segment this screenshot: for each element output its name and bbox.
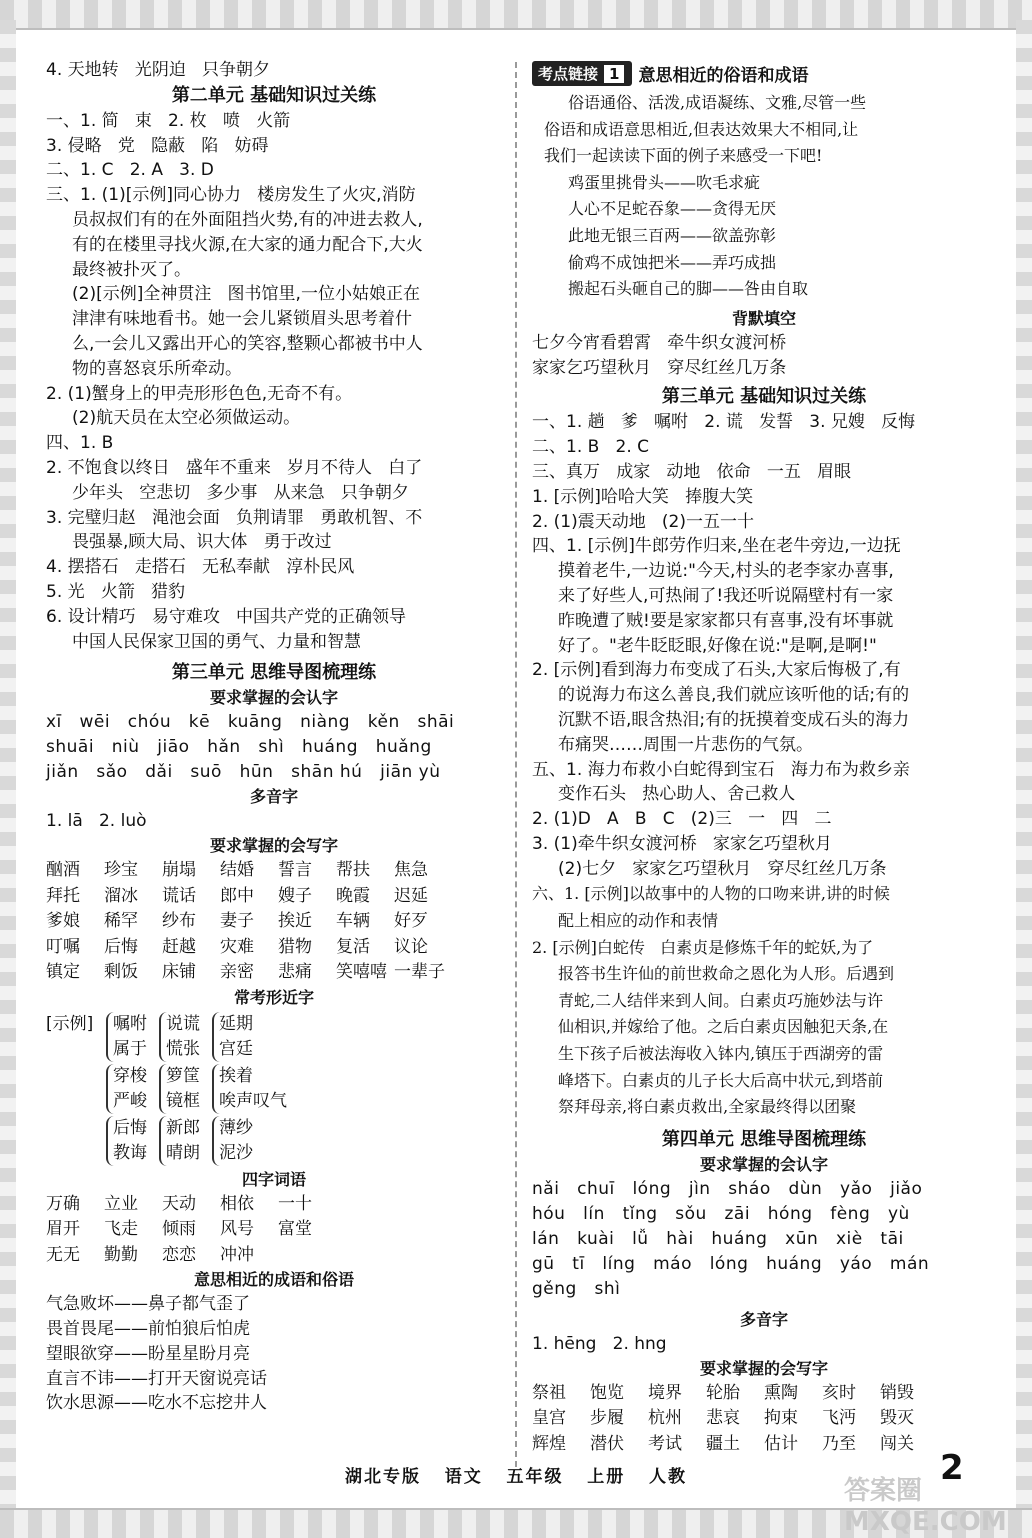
word-row	[532, 1432, 996, 1458]
word-row	[532, 1406, 996, 1432]
example-line: 搬起石头砸自己的脚——咎由自取	[568, 279, 809, 299]
word: 嫂子	[278, 885, 312, 906]
example-line: 人心不足蛇吞象——贪得无厌	[568, 199, 777, 219]
word: 焦急	[394, 860, 428, 881]
column-divider	[515, 62, 517, 1467]
word: 剩饭	[104, 962, 138, 983]
word-row	[46, 1243, 502, 1269]
example-line: 鸡蛋里挑骨头——吹毛求疵	[568, 172, 761, 192]
right-column	[532, 58, 996, 1457]
answer-line: 六、1. [示例]以故事中的人物的口吻来讲,讲的时候	[532, 884, 890, 904]
word-row	[46, 935, 502, 961]
answer-line: 沉默不语,眼含热泪;有的抚摸着变成石头的海力	[558, 709, 910, 730]
word: 酗酒	[46, 860, 80, 881]
word: 嘱咐	[113, 1013, 147, 1034]
brace-pair	[159, 1064, 200, 1114]
word: 挨着	[219, 1065, 253, 1086]
answer-line: 好了。"老牛眨眨眼,好像在说:"是啊,是啊!"	[558, 635, 877, 656]
answer-line: 二、1. B 2. C	[532, 437, 649, 458]
answer-line: 一、1. 简 束 2. 枚 喷 火箭	[46, 110, 291, 131]
brace-pair	[159, 1012, 200, 1062]
word-row	[46, 1192, 502, 1218]
answer-line: 峰塔下。白素贞的儿子长大后高中状元,到塔前	[558, 1070, 884, 1090]
word: 眉开	[46, 1219, 80, 1240]
word: 爹娘	[46, 911, 80, 932]
brace-pair	[106, 1012, 147, 1062]
proverb-line: 气急败坏——鼻子都气歪了	[46, 1294, 250, 1315]
subheading-proverbs: 意思相近的成语和俗语	[193, 1270, 354, 1290]
word: 立业	[104, 1193, 138, 1214]
word: 车辆	[336, 911, 370, 932]
word: 无无	[46, 1244, 80, 1265]
word: 勤勤	[104, 1244, 138, 1265]
word-row	[46, 884, 502, 910]
brace-pair	[212, 1116, 253, 1166]
answer-line: 5. 光 火箭 猎豹	[46, 581, 186, 602]
word: 宫廷	[219, 1038, 253, 1059]
page-number: 2	[940, 1448, 964, 1488]
word: 皇宫	[532, 1408, 566, 1429]
subheading-write-chars: 要求掌握的会写字	[699, 1358, 828, 1378]
word: 珍宝	[104, 860, 138, 881]
word: 饱览	[590, 1382, 624, 1403]
exam-link-header	[532, 58, 996, 88]
word: 议论	[394, 936, 428, 957]
word: 熏陶	[764, 1382, 798, 1403]
answer-line: 2. (1)震天动地 (2)一五一十	[532, 511, 754, 532]
word: 恋恋	[162, 1244, 196, 1265]
word: 帮扶	[336, 860, 370, 881]
word-row	[532, 1381, 996, 1407]
word: 妻子	[220, 911, 254, 932]
body-line: 俗语和成语意思相近,但表达效果大不相同,让	[544, 119, 859, 139]
word: 销毁	[880, 1382, 914, 1403]
answer-line: 员叔叔们有的在外面阻挡火势,有的冲进去救人,	[72, 209, 423, 230]
answer-line: 少年头 空悲切 多少事 从来急 只争朝夕	[72, 482, 409, 503]
brace-pair	[212, 1012, 253, 1062]
answer-line: (2)七夕 家家乞巧望秋月 穿尽红丝几万条	[558, 858, 887, 879]
left-wavy-border	[0, 20, 16, 1510]
answer-line: 最终被扑灭了。	[72, 259, 191, 280]
word: 飞走	[104, 1219, 138, 1240]
word: 溜冰	[104, 885, 138, 906]
answer-line: 来了好些人,可热闹了!我还听说隔壁村有一家	[558, 585, 894, 606]
word: 猎物	[278, 936, 312, 957]
subheading-recite: 背默填空	[731, 308, 796, 328]
word: 后悔	[104, 936, 138, 957]
word: 悲哀	[706, 1408, 740, 1429]
word: 冲冲	[220, 1244, 254, 1265]
word: 灾难	[220, 936, 254, 957]
word: 祭祖	[532, 1382, 566, 1403]
word: 疆土	[706, 1433, 740, 1454]
word: 镇定	[46, 962, 80, 983]
word: 潜伏	[590, 1433, 624, 1454]
answer-line: 摸着老牛,一边说:"今天,村头的老李家办喜事,	[558, 561, 894, 582]
answer-line: 2. (1)蟹身上的甲壳形形色色,无奇不有。	[46, 383, 353, 404]
word-row	[46, 909, 502, 935]
answer-line: (2)航天员在太空必须做运动。	[72, 408, 301, 429]
word: 亥时	[822, 1382, 856, 1403]
section-title-unit2-basic: 第二单元 基础知识过关练	[171, 84, 377, 106]
word: 风号	[220, 1219, 254, 1240]
word: 结婚	[220, 860, 254, 881]
subheading-polyphones: 多音字	[249, 787, 298, 807]
word: 严峻	[113, 1090, 147, 1111]
word: 慌张	[166, 1038, 200, 1059]
word: 箩筐	[166, 1065, 200, 1086]
word: 誓言	[278, 860, 312, 881]
similar-group	[46, 1012, 502, 1062]
word: 复活	[336, 936, 370, 957]
page-footer: 湖北专版 语文 五年级 上册 人教	[344, 1467, 688, 1487]
word: 杭州	[648, 1408, 682, 1429]
word: 毁灭	[880, 1408, 914, 1429]
word: 笑嘻嘻	[336, 962, 387, 983]
answer-line: 四、1. [示例]牛郎劳作归来,坐在老牛旁边,一边抚	[532, 536, 901, 557]
answer-line: 2. [示例]看到海力布变成了石头,大家后悔极了,有	[532, 660, 901, 681]
body-line: 我们一起读读下面的例子来感受一下吧!	[544, 146, 823, 166]
word: 新郎	[166, 1117, 200, 1138]
body-line: 俗语通俗、活泼,成语凝练、文雅,尽管一些	[568, 93, 867, 112]
word: 说谎	[166, 1013, 200, 1034]
exam-link-number: 1	[602, 63, 626, 85]
pinyin-line: gū tī líng máo lóng huáng yáo mán	[532, 1253, 930, 1274]
write-words-grid	[532, 1381, 996, 1458]
similar-group	[46, 1064, 502, 1114]
word: 好歹	[394, 911, 428, 932]
subheading-read-chars: 要求掌握的会认字	[699, 1154, 828, 1174]
idiom-grid	[46, 1192, 502, 1269]
answer-line: 有的在楼里寻找火源,在大家的通力配合下,大火	[72, 234, 423, 255]
answer-line: 一、1. 趟 爹 嘱咐 2. 谎 发誓 3. 兄嫂 反悔	[532, 412, 916, 433]
word: 迟延	[394, 885, 428, 906]
answer-line: 2. [示例]白蛇传 白素贞是修炼千年的蛇妖,为了	[532, 937, 874, 957]
answer-line: 1. [示例]哈哈大笑 捧腹大笑	[532, 486, 754, 507]
answer-line: (2)[示例]全神贯注 图书馆里,一位小姑娘正在	[72, 284, 420, 305]
word: 估计	[764, 1433, 798, 1454]
answer-line: 青蛇,二人结伴来到人间。白素贞巧施妙法与许	[558, 990, 884, 1010]
answer-line: 津津有味地看书。她一会儿紧锁眉头思考着什	[72, 309, 412, 330]
answer-line: 生下孩子后被法海收入钵内,镇压于西湖旁的雷	[558, 1044, 884, 1064]
word: 镜框	[166, 1090, 200, 1111]
example-line: 此地无银三百两——欲盖弥彰	[568, 225, 777, 245]
word: 一十	[278, 1193, 312, 1214]
word: 晚霞	[336, 885, 370, 906]
word: 属于	[113, 1038, 147, 1059]
answer-line: 6. 设计精巧 易守难攻 中国共产党的正确领导	[46, 606, 407, 627]
word: 考试	[648, 1433, 682, 1454]
subheading-four-char-words: 四字词语	[241, 1169, 306, 1189]
word: 倾雨	[162, 1219, 196, 1240]
word: 天动	[162, 1193, 196, 1214]
answer-line: 祭拜母亲,将白素贞救出,全家最终得以团聚	[558, 1097, 857, 1117]
word: 相依	[220, 1193, 254, 1214]
example-label: [示例]	[46, 1013, 94, 1034]
word: 晴朗	[166, 1142, 200, 1163]
right-wavy-border	[1016, 20, 1032, 1510]
subheading-polyphones: 多音字	[739, 1309, 788, 1329]
answer-line: 配上相应的动作和表情	[558, 911, 719, 931]
answer-line: 报答书生许仙的前世救命之恩化为人形。后遇到	[558, 964, 895, 984]
answer-line: 布痛哭……周围一片悲伤的气氛。	[558, 734, 813, 755]
word: 乃至	[822, 1433, 856, 1454]
answer-line: 五、1. 海力布救小白蛇得到宝石 海力布为救乡亲	[532, 759, 910, 780]
top-wavy-border	[0, 0, 1032, 30]
answer-line: 三、真万 成家 动地 依命 一五 眉眼	[532, 461, 852, 482]
polyphone-answer: 1. lā 2. luò	[46, 811, 147, 832]
answer-line: 昨晚遭了贼!要是家家都只有喜事,没有坏事就	[558, 610, 894, 631]
answer-line: 变作石头 热心助人、舍己救人	[558, 784, 796, 805]
word: 崩塌	[162, 860, 196, 881]
brace-pair	[106, 1116, 147, 1166]
answer-line: 物的喜怒哀乐所牵动。	[72, 358, 242, 379]
answer-line: 2. (1)D A B C (2)三 一 四 二	[532, 809, 832, 830]
recite-line: 家家乞巧望秋月 穿尽红丝几万条	[532, 357, 787, 378]
answer-line: 二、1. C 2. A 3. D	[46, 160, 214, 181]
subheading-write-chars: 要求掌握的会写字	[209, 836, 338, 856]
exam-link-tag: 考点链接 1	[532, 61, 632, 86]
word: 万确	[46, 1193, 80, 1214]
pinyin-line: nǎi chuī lóng jìn sháo dùn yǎo jiǎo	[532, 1178, 923, 1199]
pinyin-line: gěng shì	[532, 1278, 621, 1299]
section-title-unit3-mindmap: 第三单元 思维导图梳理练	[171, 662, 377, 684]
watermark-logo: 答案圈 MXQE.COM	[844, 1476, 1007, 1537]
word: 郎中	[220, 885, 254, 906]
word: 辉煌	[532, 1433, 566, 1454]
word: 亲密	[220, 962, 254, 983]
answer-line: 的说海力布这么善良,我们就应该听他的话;有的	[558, 685, 910, 706]
answer-line: 4. 天地转 光阴迫 只争朝夕	[46, 60, 271, 80]
word: 泥沙	[219, 1142, 253, 1163]
word: 稀罕	[104, 911, 138, 932]
word: 轮胎	[706, 1382, 740, 1403]
similar-chars-block	[46, 1012, 502, 1166]
pinyin-line: lán kuài lǚ hài huáng xūn xiè tāi	[532, 1228, 904, 1249]
pinyin-line: hóu lín tǐng sǒu zāi hóng fèng yù	[532, 1203, 910, 1224]
exam-link-title: 意思相近的俗语和成语	[638, 65, 809, 86]
word-row	[46, 960, 502, 986]
subheading-similar-chars: 常考形近字	[233, 987, 314, 1007]
word: 叮嘱	[46, 936, 80, 957]
word: 穿梭	[113, 1065, 147, 1086]
unit3-handwritten-answers	[532, 881, 996, 1120]
answer-line: 3. (1)牵牛织女渡河桥 家家乞巧望秋月	[532, 833, 832, 854]
word: 薄纱	[219, 1117, 253, 1138]
word: 悲痛	[278, 962, 312, 983]
proverb-line: 饮水思源——吃水不忘挖井人	[46, 1393, 267, 1414]
answer-line: 么,一会儿又露出开心的笑容,整颗心都被书中人	[72, 333, 423, 354]
word: 床铺	[162, 962, 196, 983]
left-column	[46, 58, 502, 1416]
word: 谎话	[162, 885, 196, 906]
answer-line: 四、1. B	[46, 433, 114, 454]
answer-line: 3. 完璧归赵 渑池会面 负荆请罪 勇敢机智、不	[46, 507, 423, 528]
section-title-unit3-basic: 第三单元 基础知识过关练	[661, 386, 867, 408]
answer-line: 仙相识,并嫁给了他。之后白素贞因触犯天条,在	[558, 1017, 889, 1037]
answer-line: 畏强暴,顾大局、识大体 勇于改过	[72, 532, 332, 553]
answer-line: 三、1. (1)[示例]同心协力 楼房发生了火灾,消防	[46, 185, 416, 206]
word: 挨近	[278, 911, 312, 932]
proverb-line: 望眼欲穿——盼星星盼月亮	[46, 1343, 250, 1364]
word-row	[46, 858, 502, 884]
pinyin-line: xī wēi chóu kē kuāng niàng kěn shāi	[46, 712, 455, 733]
proverb-line: 畏首畏尾——前怕狼后怕虎	[46, 1318, 250, 1339]
word-row	[46, 1217, 502, 1243]
word: 延期	[219, 1013, 253, 1034]
word: 教诲	[113, 1142, 147, 1163]
brace-pair	[159, 1116, 200, 1166]
proverb-line: 直言不讳——打开天窗说亮话	[46, 1368, 267, 1389]
answer-line: 2. 不饱食以终日 盛年不重来 岁月不待人 白了	[46, 457, 423, 478]
unit3-answers	[532, 410, 996, 881]
unit2-answers	[46, 109, 502, 655]
word: 闯关	[880, 1433, 914, 1454]
word: 拜托	[46, 885, 80, 906]
word: 境界	[648, 1382, 682, 1403]
example-line: 偷鸡不成蚀把米——弄巧成拙	[568, 252, 777, 272]
polyphone-answer: 1. hēng 2. hng	[532, 1333, 667, 1354]
pinyin-line: jiǎn sǎo dǎi suō hūn shān hú jiān yù	[46, 762, 441, 783]
word: 赶越	[162, 936, 196, 957]
word: 纱布	[162, 911, 196, 932]
answer-line: 4. 摆搭石 走搭石 无私奉献 淳朴民风	[46, 557, 355, 578]
section-title-unit4-mindmap: 第四单元 思维导图梳理练	[661, 1128, 867, 1150]
subheading-read-chars: 要求掌握的会认字	[209, 688, 338, 708]
exam-link-body	[532, 90, 996, 303]
word: 拘束	[764, 1408, 798, 1429]
write-words-grid	[46, 858, 502, 986]
word: 步履	[590, 1408, 624, 1429]
answer-line: 中国人民保家卫国的勇气、力量和智慧	[72, 631, 361, 652]
brace-pair	[212, 1064, 287, 1114]
recite-line: 七夕今宵看碧霄 牵牛织女渡河桥	[532, 332, 787, 353]
word: 唉声叹气	[219, 1090, 287, 1111]
brace-pair	[106, 1064, 147, 1114]
word: 后悔	[113, 1117, 147, 1138]
answer-line: 3. 侵略 党 隐蔽 陷 妨碍	[46, 135, 269, 156]
pinyin-line: shuāi niù jiāo hǎn shì huáng huǎng	[46, 737, 432, 758]
similar-group	[46, 1116, 502, 1166]
word: 一辈子	[394, 962, 445, 983]
word: 富堂	[278, 1219, 312, 1240]
word: 飞沔	[822, 1408, 856, 1429]
